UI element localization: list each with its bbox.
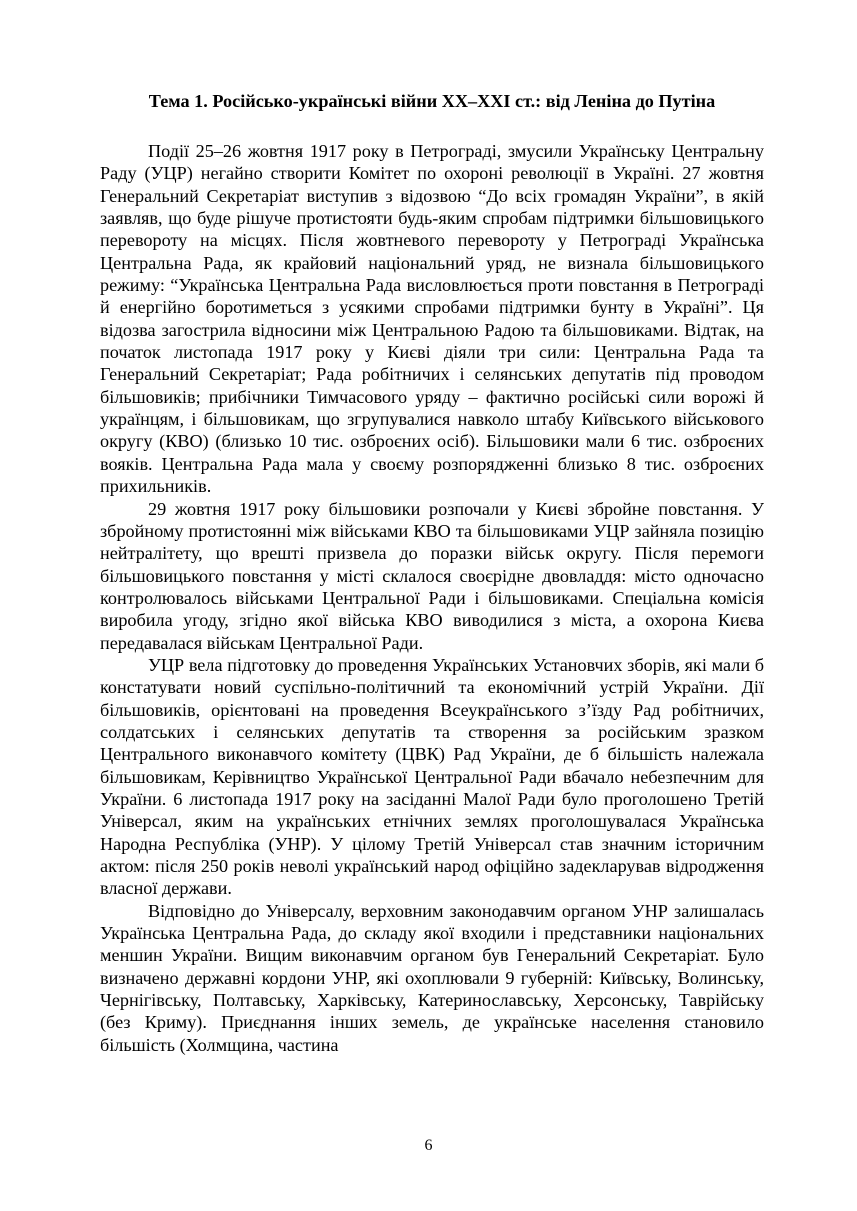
paragraph-3: УЦР вела підготовку до проведення Українських Установчих зборів, які мали б констатувати новий суспільно-політичний та економічний устрій України. Дії більшовиків, орієнтовані на проведення Всеукраїнського з’їзду Рад робітничих, солдатських і селянських депутатів та створення за російським зразком Центрального виконавчого комітету (ЦВК) Рад України, де б більшість належала більшовикам, Керівництво Української Центральної Ради вбачало небезпечним для України. 6 листопада 1917 року на засіданні Малої Ради було проголошено Третій Універсал, яким на українських етнічних землях проголошувалася Українська Народна Республіка (УНР). У цілому Третій Універсал став значним історичним актом: після 250 років неволі український народ офіційно задекларував відродження власної держави.: [100, 654, 764, 899]
paragraph-1: Події 25–26 жовтня 1917 року в Петрограді, змусили Українську Центральну Раду (УЦР) негайно створити Комітет по охороні революції в Україні. 27 жовтня Генеральний Секретаріат виступив з відозвою “До всіх громадян України”, в якій заявляв, що буде рішуче протистояти будь-яким спробам підтримки більшовицького перевороту на місцях. Після жовтневого перевороту у Петрограді Українська Центральна Рада, як крайовий національний уряд, не визнала більшовицького режиму: “Українська Центральна Рада висловлюється проти повстання в Петрограді й енергійно боротиметься з усякими спробами підтримки бунту в Україні”. Ця відозва загострила відносини між Центральною Радою та більшовиками. Відтак, на початок листопада 1917 року у Києві діяли три сили: Центральна Рада та Генеральний Секретаріат; Рада робітничих і селянських депутатів під проводом більшовиків; прибічники Тимчасового уряду – фактично російські сили ворожі й українцям, і більшовикам, що згрупувалися навколо штабу Київського військового округу (КВО) (близько 10 тис. озброєних осіб). Більшовики мали 6 тис. озброєних вояків. Центральна Рада мала у своєму розпорядженні близько 8 тис. озброєних прихильників.: [100, 141, 764, 497]
body-text: [100, 140, 764, 1056]
page-title: Тема 1. Російсько-українські війни XX–XXI ст.: від Леніна до Путіна: [148, 91, 716, 111]
paragraph-2: 29 жовтня 1917 року більшовики розпочали у Києві збройне повстання. У збройному протистоянні між військами КВО та більшовиками УЦР зайняла позицію нейтралітету, що врешті призвела до поразки військ округу. Після перемоги більшовицького повстання у місті склалося своєрідне двовладдя: місто одночасно контролювалось військами Центральної Ради і більшовиками. Спеціальна комісія виробила угоду, згідно якої війська КВО виводилися з міста, а охорона Києва передавалася військам Центральної Ради.: [100, 498, 764, 653]
paragraph-4: Відповідно до Універсалу, верховним законодавчим органом УНР залишалась Українська Центральна Рада, до складу якої входили і представники національних меншин України. Вищим виконавчим органом був Генеральний Секретаріат. Було визначено державні кордони УНР, які охоплювали 9 губерній: Київську, Волинську, Чернігівську, Полтавську, Харківську, Катеринославську, Херсонську, Таврійську (без Криму). Приєднання інших земель, де українське населення становило більшість (Холмщина, частина: [100, 900, 764, 1055]
page-number: 6: [424, 1137, 433, 1154]
